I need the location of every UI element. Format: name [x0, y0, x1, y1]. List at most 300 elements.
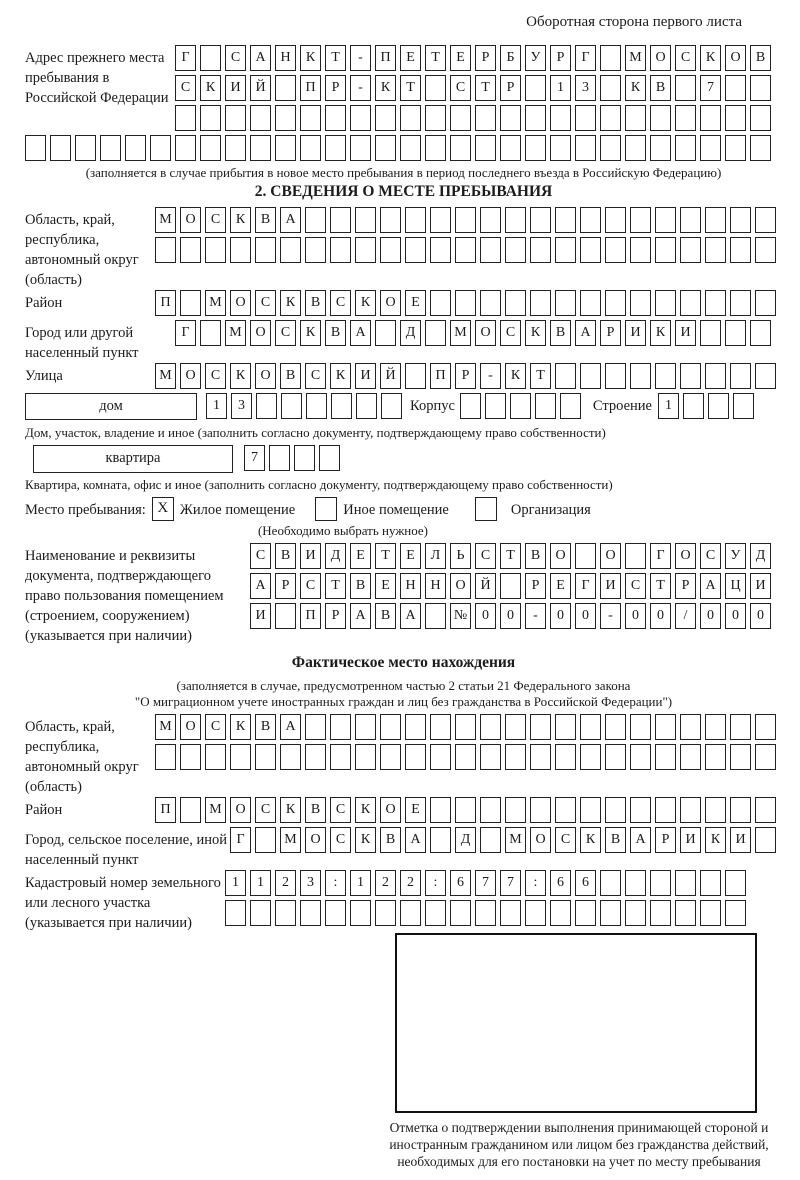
char-cell[interactable] [700, 900, 721, 926]
char-cell[interactable]: Н [275, 45, 296, 71]
char-cell[interactable] [381, 393, 402, 419]
char-cell[interactable] [505, 744, 526, 770]
char-cell[interactable]: В [650, 75, 671, 101]
char-cell[interactable] [425, 603, 446, 629]
char-cell[interactable] [255, 237, 276, 263]
char-cell[interactable] [375, 105, 396, 131]
char-cell[interactable]: Т [500, 543, 521, 569]
char-cell[interactable] [280, 744, 301, 770]
char-cell[interactable] [625, 135, 646, 161]
char-cell[interactable] [325, 135, 346, 161]
char-cell[interactable] [580, 797, 601, 823]
char-cell[interactable]: Р [675, 573, 696, 599]
char-cell[interactable]: К [700, 45, 721, 71]
char-cell[interactable]: С [330, 827, 351, 853]
char-cell[interactable]: К [355, 797, 376, 823]
checkbox-other-premises[interactable] [315, 497, 337, 521]
char-cell[interactable] [325, 105, 346, 131]
char-cell[interactable] [655, 744, 676, 770]
char-cell[interactable]: К [300, 45, 321, 71]
char-cell[interactable] [405, 744, 426, 770]
char-cell[interactable]: П [375, 45, 396, 71]
char-cell[interactable]: К [200, 75, 221, 101]
char-cell[interactable] [480, 744, 501, 770]
char-cell[interactable]: 7 [700, 75, 721, 101]
char-cell[interactable]: : [425, 870, 446, 896]
char-cell[interactable]: И [625, 320, 646, 346]
char-cell[interactable]: С [450, 75, 471, 101]
char-cell[interactable]: 7 [244, 445, 265, 471]
char-cell[interactable]: О [675, 543, 696, 569]
char-cell[interactable] [330, 237, 351, 263]
char-cell[interactable] [180, 290, 201, 316]
char-cell[interactable]: А [350, 603, 371, 629]
char-cell[interactable] [480, 290, 501, 316]
char-cell[interactable] [250, 135, 271, 161]
char-cell[interactable] [75, 135, 96, 161]
char-cell[interactable]: 0 [650, 603, 671, 629]
char-cell[interactable]: С [225, 45, 246, 71]
char-cell[interactable] [550, 105, 571, 131]
char-cell[interactable] [505, 237, 526, 263]
char-cell[interactable] [330, 714, 351, 740]
char-cell[interactable] [500, 135, 521, 161]
char-cell[interactable]: Т [425, 45, 446, 71]
char-cell[interactable]: С [205, 207, 226, 233]
char-cell[interactable] [480, 797, 501, 823]
char-cell[interactable] [535, 393, 556, 419]
char-cell[interactable] [505, 714, 526, 740]
char-cell[interactable]: О [230, 797, 251, 823]
char-cell[interactable]: П [300, 75, 321, 101]
char-cell[interactable] [575, 900, 596, 926]
char-cell[interactable] [50, 135, 71, 161]
char-cell[interactable] [655, 237, 676, 263]
char-cell[interactable] [733, 393, 754, 419]
char-cell[interactable]: М [505, 827, 526, 853]
char-cell[interactable] [725, 870, 746, 896]
char-cell[interactable] [300, 900, 321, 926]
char-cell[interactable] [725, 320, 746, 346]
char-cell[interactable] [725, 105, 746, 131]
char-cell[interactable] [380, 207, 401, 233]
char-cell[interactable]: 3 [300, 870, 321, 896]
char-cell[interactable]: Т [530, 363, 551, 389]
char-cell[interactable]: И [730, 827, 751, 853]
char-cell[interactable]: М [155, 363, 176, 389]
char-cell[interactable]: Г [175, 45, 196, 71]
char-cell[interactable] [650, 900, 671, 926]
char-cell[interactable]: О [180, 207, 201, 233]
char-cell[interactable] [380, 237, 401, 263]
char-cell[interactable] [555, 797, 576, 823]
char-cell[interactable] [255, 827, 276, 853]
char-cell[interactable] [683, 393, 704, 419]
char-cell[interactable]: Б [500, 45, 521, 71]
char-cell[interactable] [650, 105, 671, 131]
char-cell[interactable] [331, 393, 352, 419]
char-cell[interactable] [425, 105, 446, 131]
char-cell[interactable] [225, 105, 246, 131]
char-cell[interactable] [750, 75, 771, 101]
char-cell[interactable] [405, 237, 426, 263]
char-cell[interactable] [705, 363, 726, 389]
char-cell[interactable]: Е [375, 573, 396, 599]
char-cell[interactable] [730, 797, 751, 823]
char-cell[interactable]: 1 [225, 870, 246, 896]
char-cell[interactable] [480, 207, 501, 233]
char-cell[interactable]: М [225, 320, 246, 346]
char-cell[interactable] [281, 393, 302, 419]
char-cell[interactable]: 0 [725, 603, 746, 629]
char-cell[interactable]: Д [750, 543, 771, 569]
char-cell[interactable] [605, 207, 626, 233]
char-cell[interactable] [355, 207, 376, 233]
char-cell[interactable]: М [155, 714, 176, 740]
char-cell[interactable] [256, 393, 277, 419]
char-cell[interactable] [630, 207, 651, 233]
char-cell[interactable] [200, 45, 221, 71]
char-cell[interactable] [580, 290, 601, 316]
char-cell[interactable] [630, 363, 651, 389]
char-cell[interactable]: Т [375, 543, 396, 569]
char-cell[interactable] [225, 900, 246, 926]
char-cell[interactable]: И [300, 543, 321, 569]
char-cell[interactable] [730, 207, 751, 233]
char-cell[interactable] [255, 744, 276, 770]
char-cell[interactable] [675, 105, 696, 131]
char-cell[interactable] [305, 714, 326, 740]
char-cell[interactable] [480, 827, 501, 853]
char-cell[interactable] [755, 744, 776, 770]
char-cell[interactable] [625, 900, 646, 926]
char-cell[interactable]: О [180, 714, 201, 740]
char-cell[interactable] [530, 744, 551, 770]
char-cell[interactable]: К [355, 827, 376, 853]
char-cell[interactable]: - [600, 603, 621, 629]
char-cell[interactable] [605, 363, 626, 389]
char-cell[interactable]: В [550, 320, 571, 346]
char-cell[interactable]: И [680, 827, 701, 853]
char-cell[interactable]: А [575, 320, 596, 346]
char-cell[interactable] [480, 714, 501, 740]
char-cell[interactable]: С [700, 543, 721, 569]
char-cell[interactable]: О [305, 827, 326, 853]
char-cell[interactable] [755, 237, 776, 263]
char-cell[interactable]: Р [325, 603, 346, 629]
char-cell[interactable]: 0 [700, 603, 721, 629]
char-cell[interactable] [755, 207, 776, 233]
char-cell[interactable] [510, 393, 531, 419]
char-cell[interactable] [675, 135, 696, 161]
char-cell[interactable] [525, 105, 546, 131]
char-cell[interactable] [555, 714, 576, 740]
char-cell[interactable]: : [325, 870, 346, 896]
char-cell[interactable] [605, 290, 626, 316]
char-cell[interactable]: С [255, 797, 276, 823]
char-cell[interactable]: Р [655, 827, 676, 853]
char-cell[interactable] [730, 237, 751, 263]
char-cell[interactable] [630, 797, 651, 823]
char-cell[interactable] [205, 744, 226, 770]
char-cell[interactable] [630, 290, 651, 316]
char-cell[interactable]: 0 [625, 603, 646, 629]
char-cell[interactable] [575, 543, 596, 569]
char-cell[interactable] [430, 827, 451, 853]
char-cell[interactable] [675, 75, 696, 101]
char-cell[interactable]: К [525, 320, 546, 346]
char-cell[interactable] [305, 744, 326, 770]
char-cell[interactable]: / [675, 603, 696, 629]
char-cell[interactable]: Р [455, 363, 476, 389]
char-cell[interactable] [580, 714, 601, 740]
char-cell[interactable]: К [230, 363, 251, 389]
char-cell[interactable] [605, 797, 626, 823]
char-cell[interactable]: Д [400, 320, 421, 346]
char-cell[interactable]: С [205, 363, 226, 389]
char-cell[interactable]: В [325, 320, 346, 346]
char-cell[interactable] [425, 900, 446, 926]
char-cell[interactable] [705, 207, 726, 233]
char-cell[interactable] [180, 744, 201, 770]
char-cell[interactable]: А [405, 827, 426, 853]
char-cell[interactable]: С [250, 543, 271, 569]
char-cell[interactable]: 7 [475, 870, 496, 896]
char-cell[interactable] [680, 207, 701, 233]
char-cell[interactable] [405, 207, 426, 233]
char-cell[interactable] [400, 135, 421, 161]
char-cell[interactable] [625, 543, 646, 569]
char-cell[interactable] [375, 320, 396, 346]
char-cell[interactable] [560, 393, 581, 419]
char-cell[interactable] [725, 900, 746, 926]
char-cell[interactable]: С [330, 797, 351, 823]
char-cell[interactable] [650, 870, 671, 896]
char-cell[interactable] [730, 363, 751, 389]
char-cell[interactable] [155, 237, 176, 263]
char-cell[interactable]: Т [325, 573, 346, 599]
char-cell[interactable]: Р [475, 45, 496, 71]
char-cell[interactable] [530, 290, 551, 316]
char-cell[interactable]: О [380, 797, 401, 823]
char-cell[interactable]: А [350, 320, 371, 346]
char-cell[interactable]: Р [550, 45, 571, 71]
char-cell[interactable] [600, 105, 621, 131]
char-cell[interactable]: 0 [550, 603, 571, 629]
char-cell[interactable] [425, 135, 446, 161]
char-cell[interactable]: П [300, 603, 321, 629]
char-cell[interactable] [530, 797, 551, 823]
char-cell[interactable] [605, 237, 626, 263]
char-cell[interactable]: М [205, 290, 226, 316]
char-cell[interactable] [550, 900, 571, 926]
char-cell[interactable]: С [205, 714, 226, 740]
char-cell[interactable] [375, 135, 396, 161]
char-cell[interactable] [330, 207, 351, 233]
char-cell[interactable]: - [350, 45, 371, 71]
char-cell[interactable]: У [525, 45, 546, 71]
char-cell[interactable] [555, 290, 576, 316]
char-cell[interactable]: Р [275, 573, 296, 599]
char-cell[interactable]: А [280, 207, 301, 233]
char-cell[interactable]: В [605, 827, 626, 853]
char-cell[interactable] [485, 393, 506, 419]
char-cell[interactable] [430, 290, 451, 316]
char-cell[interactable] [455, 207, 476, 233]
char-cell[interactable]: Ь [450, 543, 471, 569]
char-cell[interactable] [275, 135, 296, 161]
char-cell[interactable]: М [450, 320, 471, 346]
char-cell[interactable] [455, 714, 476, 740]
char-cell[interactable]: - [525, 603, 546, 629]
char-cell[interactable] [550, 135, 571, 161]
char-cell[interactable]: 0 [750, 603, 771, 629]
char-cell[interactable]: Д [325, 543, 346, 569]
char-cell[interactable] [25, 135, 46, 161]
char-cell[interactable] [705, 797, 726, 823]
char-cell[interactable] [630, 714, 651, 740]
char-cell[interactable]: 2 [400, 870, 421, 896]
char-cell[interactable] [630, 744, 651, 770]
char-cell[interactable] [405, 714, 426, 740]
char-cell[interactable] [655, 207, 676, 233]
char-cell[interactable] [680, 237, 701, 263]
char-cell[interactable]: М [155, 207, 176, 233]
char-cell[interactable] [250, 900, 271, 926]
char-cell[interactable] [600, 900, 621, 926]
char-cell[interactable] [680, 714, 701, 740]
char-cell[interactable] [755, 797, 776, 823]
char-cell[interactable] [150, 135, 171, 161]
char-cell[interactable]: 6 [575, 870, 596, 896]
char-cell[interactable]: Й [380, 363, 401, 389]
char-cell[interactable] [555, 237, 576, 263]
char-cell[interactable] [525, 900, 546, 926]
char-cell[interactable] [730, 744, 751, 770]
char-cell[interactable] [455, 744, 476, 770]
char-cell[interactable]: М [205, 797, 226, 823]
char-cell[interactable]: 0 [475, 603, 496, 629]
char-cell[interactable]: 0 [575, 603, 596, 629]
char-cell[interactable] [475, 105, 496, 131]
char-cell[interactable]: С [625, 573, 646, 599]
char-cell[interactable] [356, 393, 377, 419]
char-cell[interactable] [580, 744, 601, 770]
char-cell[interactable]: А [280, 714, 301, 740]
char-cell[interactable] [300, 135, 321, 161]
char-cell[interactable] [319, 445, 340, 471]
char-cell[interactable] [605, 714, 626, 740]
char-cell[interactable] [675, 900, 696, 926]
char-cell[interactable]: : [525, 870, 546, 896]
char-cell[interactable]: О [650, 45, 671, 71]
char-cell[interactable] [755, 714, 776, 740]
char-cell[interactable]: 6 [550, 870, 571, 896]
char-cell[interactable] [525, 135, 546, 161]
char-cell[interactable] [425, 75, 446, 101]
char-cell[interactable]: Г [575, 573, 596, 599]
char-cell[interactable] [125, 135, 146, 161]
char-cell[interactable] [269, 445, 290, 471]
char-cell[interactable]: Н [425, 573, 446, 599]
char-cell[interactable]: К [505, 363, 526, 389]
char-cell[interactable] [530, 714, 551, 740]
char-cell[interactable] [400, 900, 421, 926]
char-cell[interactable] [680, 290, 701, 316]
char-cell[interactable] [350, 105, 371, 131]
char-cell[interactable] [700, 135, 721, 161]
char-cell[interactable]: Т [475, 75, 496, 101]
char-cell[interactable]: С [330, 290, 351, 316]
char-cell[interactable]: В [350, 573, 371, 599]
char-cell[interactable]: И [225, 75, 246, 101]
char-cell[interactable]: Е [350, 543, 371, 569]
char-cell[interactable]: № [450, 603, 471, 629]
char-cell[interactable]: Г [175, 320, 196, 346]
char-cell[interactable]: С [675, 45, 696, 71]
char-cell[interactable] [655, 714, 676, 740]
char-cell[interactable] [600, 870, 621, 896]
char-cell[interactable]: И [675, 320, 696, 346]
char-cell[interactable]: Ц [725, 573, 746, 599]
char-cell[interactable] [325, 900, 346, 926]
char-cell[interactable]: К [330, 363, 351, 389]
char-cell[interactable]: О [380, 290, 401, 316]
char-cell[interactable] [430, 797, 451, 823]
char-cell[interactable]: Г [575, 45, 596, 71]
char-cell[interactable]: И [600, 573, 621, 599]
char-cell[interactable]: К [280, 290, 301, 316]
char-cell[interactable]: - [350, 75, 371, 101]
char-cell[interactable] [725, 135, 746, 161]
char-cell[interactable] [300, 105, 321, 131]
char-cell[interactable] [100, 135, 121, 161]
char-cell[interactable] [575, 135, 596, 161]
char-cell[interactable] [450, 135, 471, 161]
char-cell[interactable] [680, 797, 701, 823]
char-cell[interactable]: Е [400, 543, 421, 569]
char-cell[interactable] [555, 363, 576, 389]
char-cell[interactable] [175, 105, 196, 131]
char-cell[interactable] [705, 237, 726, 263]
char-cell[interactable] [430, 237, 451, 263]
char-cell[interactable]: К [580, 827, 601, 853]
char-cell[interactable] [175, 135, 196, 161]
char-cell[interactable] [750, 105, 771, 131]
char-cell[interactable]: С [475, 543, 496, 569]
char-cell[interactable]: У [725, 543, 746, 569]
char-cell[interactable] [225, 135, 246, 161]
char-cell[interactable] [275, 75, 296, 101]
char-cell[interactable] [700, 320, 721, 346]
char-cell[interactable]: А [250, 573, 271, 599]
char-cell[interactable] [530, 237, 551, 263]
char-cell[interactable] [355, 237, 376, 263]
char-cell[interactable] [350, 135, 371, 161]
char-cell[interactable] [530, 207, 551, 233]
char-cell[interactable]: П [430, 363, 451, 389]
char-cell[interactable]: Т [325, 45, 346, 71]
char-cell[interactable] [680, 744, 701, 770]
char-cell[interactable]: В [255, 714, 276, 740]
char-cell[interactable] [155, 744, 176, 770]
char-cell[interactable] [708, 393, 729, 419]
char-cell[interactable]: Н [400, 573, 421, 599]
char-cell[interactable]: Р [525, 573, 546, 599]
char-cell[interactable]: Е [400, 45, 421, 71]
char-cell[interactable] [200, 105, 221, 131]
char-cell[interactable]: О [725, 45, 746, 71]
